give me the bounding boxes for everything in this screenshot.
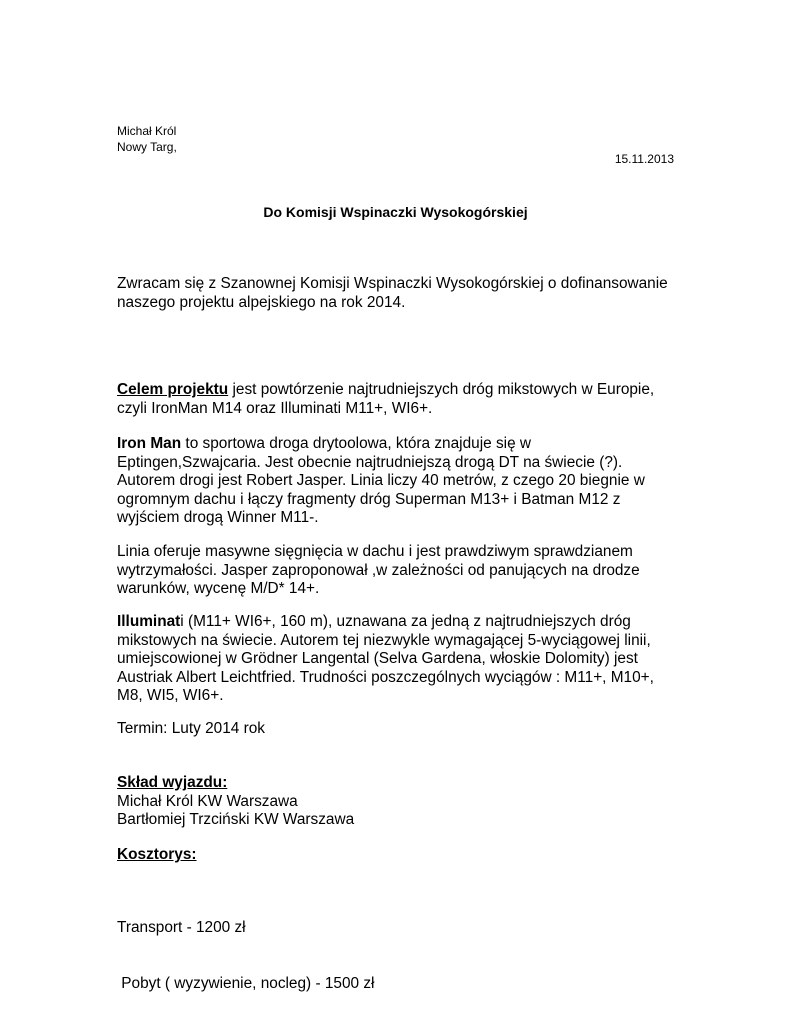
cost-item: Pobyt ( wyzywienie, nocleg) - 1500 zł [117, 974, 375, 992]
team-member: Bartłomiej Trzciński KW Warszawa [117, 811, 355, 828]
illuminati-line: M8, WI5, WI6+. [117, 687, 224, 704]
ironman-line: Autorem drogi jest Robert Jasper. Linia liczy 40 metrów, z czego 20 biegnie w [117, 472, 645, 489]
details-line: wytrzymałości. Jasper zaproponował ,w zależności od panujących na drodze [117, 561, 640, 579]
intro-line: naszego projektu alpejskiego na rok 2014. [117, 293, 406, 311]
costs-heading-text: Kosztorys: [117, 846, 197, 863]
ironman-line-1 [117, 435, 645, 454]
sender-block [117, 123, 177, 155]
team-heading: Skład wyjazdu: [117, 774, 228, 791]
ironman-text: to sportowa droga drytoolowa, która znajduje się w [181, 435, 532, 452]
illuminati-line: mikstowych na świecie. Autorem tej niezwykle wymagającej 5-wyciągowej linii, [117, 631, 651, 649]
ironman-line: ogromnym dachu i łączy fragmenty dróg Superman M13+ i Batman M12 z [117, 490, 621, 508]
goal-line-1 [117, 381, 654, 400]
cost-item: Transport - 1200 zł [117, 919, 246, 936]
goal-text: jest powtórzenie najtrudniejszych dróg mikstowych w Europie, [228, 381, 655, 398]
costs-list [117, 882, 374, 1030]
illuminati-line: umiejscowionej w Grödner Langental (Selva Gardena, włoskie Dolomity) jest [117, 650, 638, 667]
ironman-line: Eptingen,Szwajcaria. Jest obecnie najtrudniejszą drogą DT na świecie (?). [117, 453, 623, 471]
ironman-line: wyjściem drogą Winner M11-. [117, 509, 319, 526]
letter-date: 15.11.2013 [614, 152, 674, 166]
details-line: Linia oferuje masywne sięgnięcia w dachu i jest prawdziwym sprawdzianem [117, 543, 633, 560]
illuminati-line: Austriak Albert Leichtfried. Trudności poszczególnych wyciągów : M11+, M10+, [117, 668, 654, 686]
ironman-label: Iron Man [117, 435, 182, 452]
illuminati-paragraph [117, 613, 654, 706]
addressee-heading: Do Komisji Wspinaczki Wysokogórskiej [263, 204, 528, 220]
ironman-paragraph [117, 435, 645, 528]
illuminati-text: i (M11+ WI6+, 160 m), uznawana za jedną z najtrudniejszych dróg [180, 613, 631, 630]
sender-name: Michał Król [117, 124, 177, 138]
details-line: warunków, wycenę M/D* 14+. [117, 580, 320, 597]
illuminati-line-1 [117, 613, 654, 632]
intro-paragraph [117, 275, 668, 312]
term-line: Termin: Luty 2014 rok [117, 720, 265, 737]
goal-label: Celem projektu [117, 381, 229, 398]
goal-paragraph [117, 381, 654, 418]
goal-line-2: czyli IronMan M14 oraz Illuminati M11+, WI6+. [117, 399, 433, 417]
intro-line: Zwracam się z Szanownej Komisji Wspinaczki Wysokogórskiej o dofinansowanie [117, 275, 668, 292]
illuminati-label: Illuminat [117, 613, 181, 630]
team-section [117, 774, 354, 830]
team-member: Michał Król KW Warszawa [117, 792, 298, 810]
costs-heading [117, 846, 197, 865]
ironman-details-paragraph [117, 543, 640, 599]
sender-city: Nowy Targ, [117, 140, 177, 154]
